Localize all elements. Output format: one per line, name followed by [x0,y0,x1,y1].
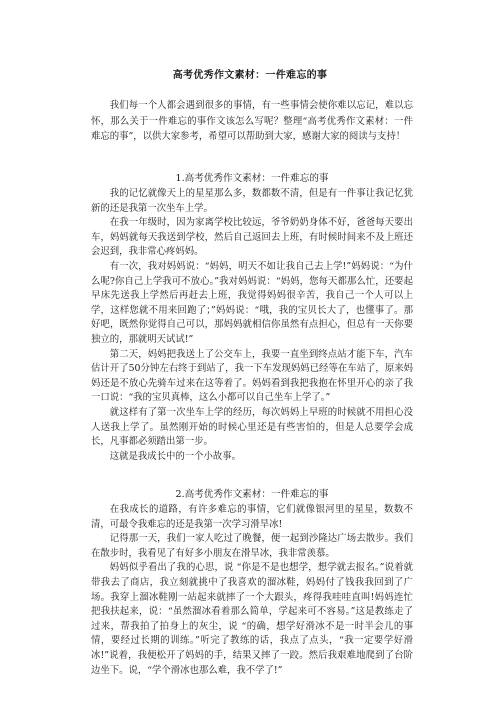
section-1-paragraph-4: 第二天，妈妈把我送上了公交车上，我要一直坐到终点站才能下车，汽车估计开了50分钟左右终于到站了，我一下车发现妈妈已经等在车站了，原来妈妈还是不放心先骑车过来在这等着了。妈妈看到我把我抱在怀里开心的亲了我一口说：“我的宝贝真棒，这么小都可以自己坐车上学了。” [91,348,413,404]
intro-paragraph: 我们每一个人都会遇到很多的事情，有一些事情会使你难以忘记，难以忘怀，那么关于一件难忘的事作文该怎么写呢？整理“高考优秀作文素材：一件难忘的事”，以供大家参考，希望可以帮助到大家，感谢大家的阅读与支持！ [91,100,413,143]
section-2-heading: 2.高考优秀作文素材：一件难忘的事 [175,489,329,500]
section-1-paragraph-5: 就这样有了第一次坐车上学的经历，每次妈妈上早班的时候就不用担心没人送我上学了。虽然刚开始的时候心里还是有些害怕的，但是人总要学会成长，凡事都必须踏出第一步。 [91,406,413,448]
document-title: 高考优秀作文素材：一件难忘的事 [172,70,328,81]
section-1-heading: 1.高考优秀作文素材：一件难忘的事 [175,173,329,184]
section-1-paragraph-1: 我的记忆就像天上的星星那么多，数都数不清，但是有一件事让我记忆犹新的还是我第一次坐车上学。 [91,188,413,214]
essay-section-2 [91,488,413,678]
section-1-paragraph-2: 在我一年级时，因为家离学校比较远，爷爷奶奶身体不好，爸爸每天要出车，妈妈就每天我送到学校，然后自己返回去上班，有时候时间来不及上班还会迟到，我非常心疼妈妈。 [91,217,413,258]
section-2-paragraph-1: 在我成长的道路，有许多难忘的事情，它们就像银河里的星星，数数不清，可最令我难忘的还是我第一次学习滑旱冰! [91,504,413,530]
essay-section-1 [91,172,413,464]
section-2-paragraph-3: 妈妈似乎看出了我的心思，说 “你是不是也想学，想学就去报名。”说着就带我去了商店，我立刻就挑中了我喜欢的溜冰鞋，妈妈付了钱我我回到了广场。我穿上溜冰鞋刚一站起来就摔了一个大跟头，疼得我哇哇直叫!妈妈连忙把我扶起来，说：“虽然溜冰看着那么简单，学起来可不容易。”这是教练走了过来，帮我拍了拍身上的灰尘，说 “的确，想学好滑冰不是一时半会儿的事情，要经过长期的训练。”听完了教练的话，我点了点头，“我一定要学好滑冰!”说着，我便松开了妈妈的手，结果又摔了一跤。然后我艰难地爬到了台阶边坐下。说，“学个滑冰也那么难，我不学了!” [91,562,413,676]
section-2-paragraph-2: 记得那一天，我们一家人吃过了晚餐，便一起到沙隆达广场去散步。我们在散步时，我看见了有好多小朋友在滑旱冰，我非常羡慕。 [91,533,413,559]
section-1-paragraph-6: 这就是我成长中的一个小故事。 [109,450,242,462]
section-1-paragraph-3: 有一次，我对妈妈说：“妈妈，明天不如让我自己去上学!”妈妈说：“为什么呢?你自己上学我可不放心。”我对妈妈说：“妈妈，您每天都那么忙，还要起早床先送我上学然后再赶去上班，我觉得妈妈很辛苦，我自己一个人可以上学，这样您就不用来回跑了；”妈妈说：“哦，我的宝贝长大了，也懂事了。那好吧，既然你觉得自己可以，那妈妈就相信你虽然有点担心，但总有一天你要独立的，那就明天试试!” [91,260,413,345]
